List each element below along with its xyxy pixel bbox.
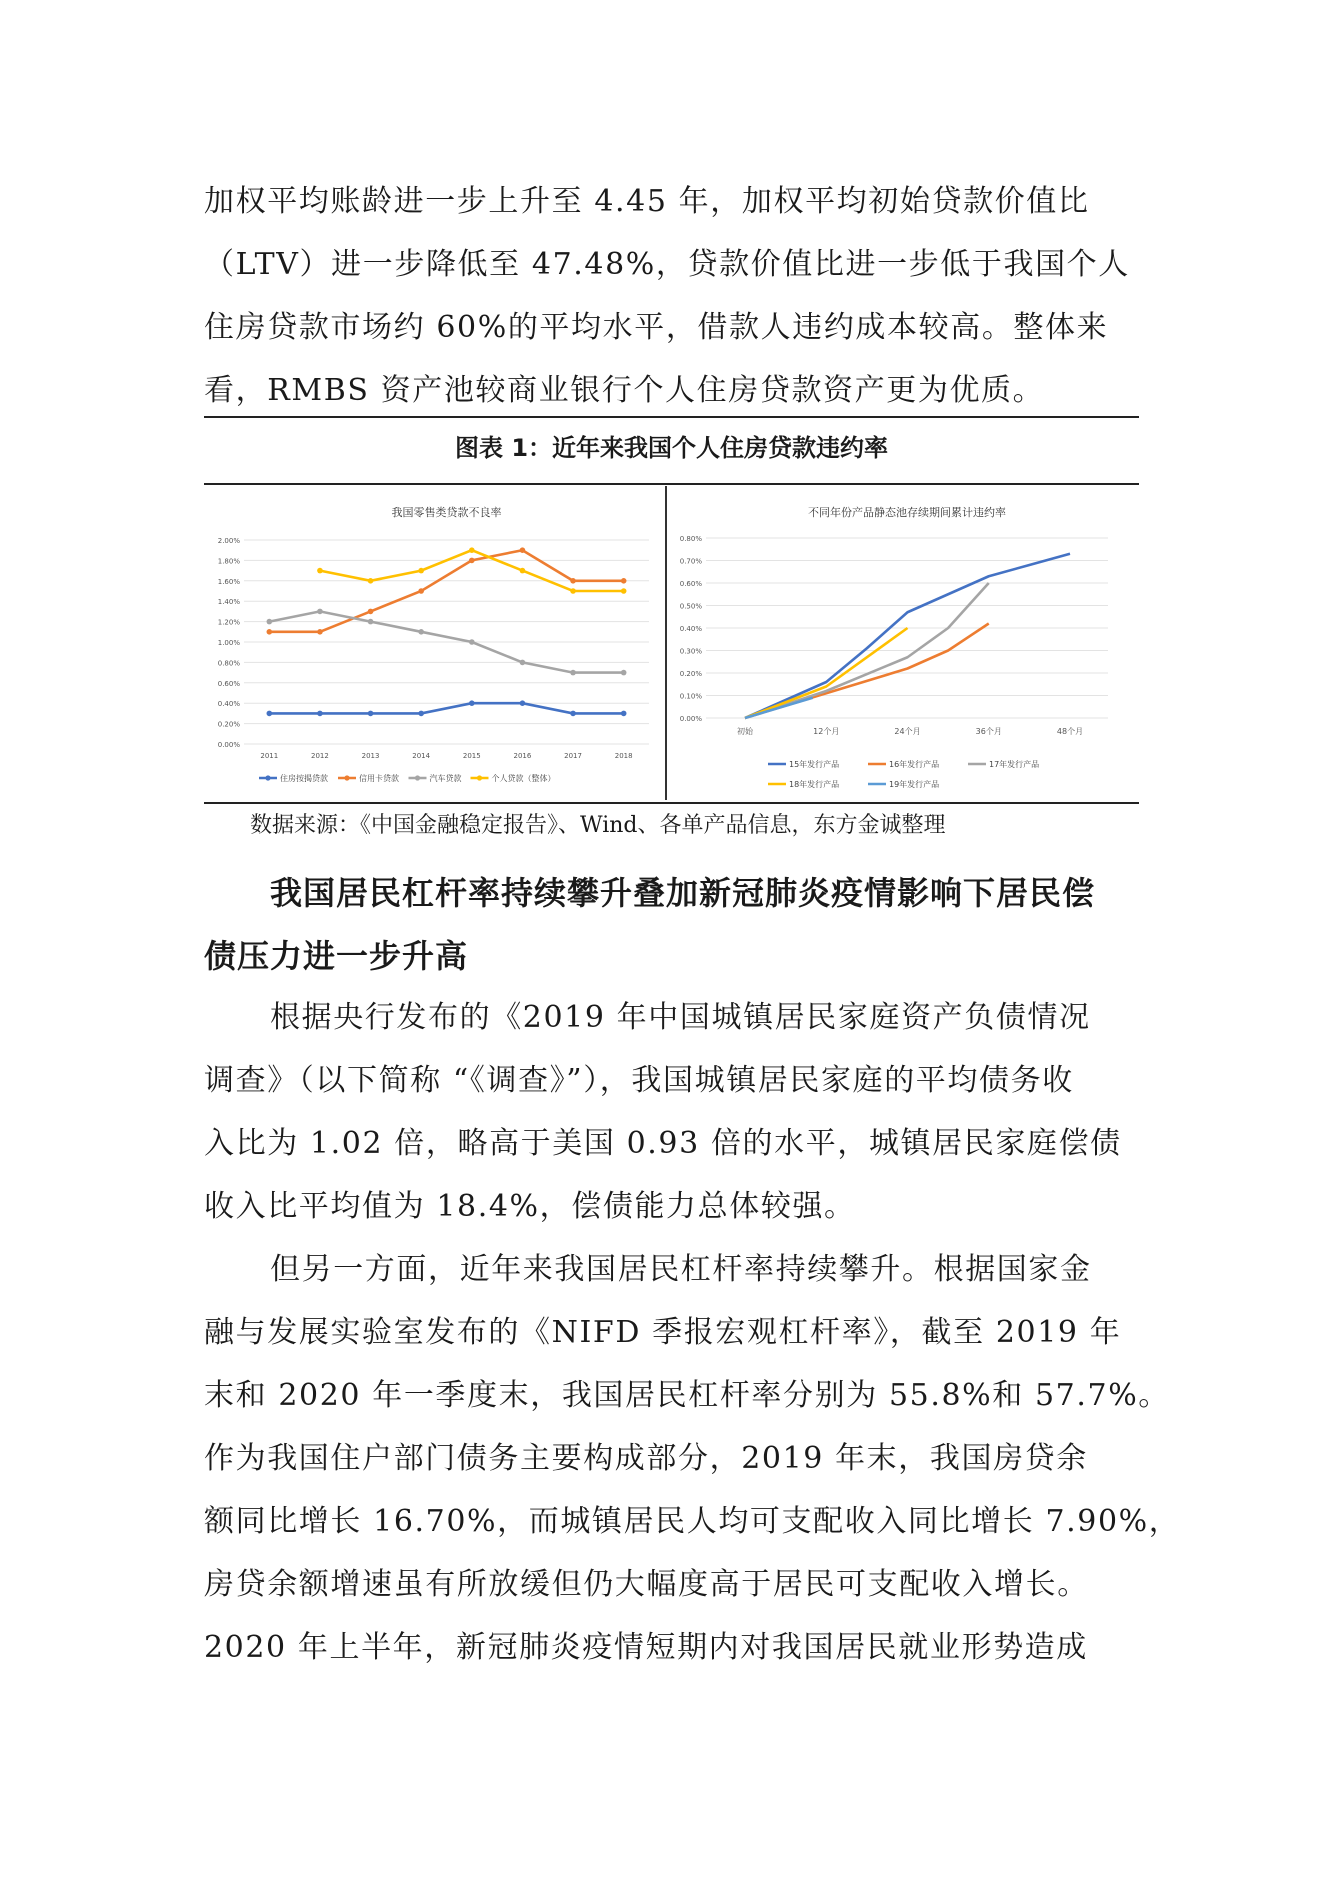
y-tick-label: 0.40% xyxy=(217,700,240,709)
legend-label: 住房按揭贷款 xyxy=(280,774,328,783)
data-point xyxy=(418,588,424,594)
legend-label: 个人贷款（整体） xyxy=(491,774,556,783)
paragraph-leverage xyxy=(204,1238,1181,1679)
data-point xyxy=(570,588,576,594)
data-point xyxy=(368,711,374,717)
text-line: 融与发展实验室发布的《NIFD 季报宏观杠杆率》，截至 2019 年 xyxy=(204,1315,1122,1350)
data-point xyxy=(368,578,374,584)
y-tick-label: 0.60% xyxy=(217,679,240,688)
paragraph-ltv xyxy=(204,170,1139,422)
data-point xyxy=(469,639,475,645)
data-point xyxy=(621,711,627,717)
series-line xyxy=(745,698,813,718)
y-tick-label: 1.80% xyxy=(217,557,240,566)
x-tick-label: 2018 xyxy=(614,752,633,760)
chart-panel-right xyxy=(668,486,1139,800)
data-point xyxy=(317,609,323,615)
x-tick-label: 2015 xyxy=(462,752,481,760)
x-tick-label: 48个月 xyxy=(1056,727,1084,736)
data-point xyxy=(469,700,475,706)
chart-title: 不同年份产品静态池存续期间累计违约率 xyxy=(808,506,1006,519)
figure-top-rule xyxy=(204,416,1139,418)
retail-loan-npl-chart xyxy=(204,486,665,800)
data-point xyxy=(317,629,323,635)
legend-marker xyxy=(265,775,270,780)
data-point xyxy=(621,588,627,594)
text-line: 作为我国住户部门债务主要构成部分，2019 年末，我国房贷余 xyxy=(204,1441,1088,1476)
data-point xyxy=(520,700,526,706)
text-line: 2020 年上半年，新冠肺炎疫情短期内对我国居民就业形势造成 xyxy=(204,1630,1088,1665)
y-tick-label: 2.00% xyxy=(217,537,240,545)
data-point xyxy=(520,660,526,666)
data-point xyxy=(469,547,475,553)
legend-label: 信用卡贷款 xyxy=(359,774,399,783)
x-tick-label: 2016 xyxy=(513,752,532,760)
data-point xyxy=(520,547,526,553)
y-tick-label: 0.30% xyxy=(679,647,702,656)
data-point xyxy=(418,568,424,574)
y-tick-label: 0.70% xyxy=(679,557,702,566)
text-line: 但另一方面，近年来我国居民杠杆率持续攀升。根据国家金 xyxy=(270,1252,1092,1287)
text-line: 住房贷款市场约 60%的平均水平，借款人违约成本较高。整体来 xyxy=(204,310,1109,345)
x-tick-label: 2014 xyxy=(412,752,431,760)
series-line xyxy=(745,554,1070,718)
text-line: 调查》（以下简称 “《调查》”），我国城镇居民家庭的平均债务收 xyxy=(204,1063,1074,1098)
legend-marker xyxy=(344,775,349,780)
data-point xyxy=(520,568,526,574)
figure-caption-rule xyxy=(204,483,1139,485)
data-point xyxy=(469,558,475,564)
x-tick-label: 12个月 xyxy=(813,727,840,736)
figure-caption: 图表 1：近年来我国个人住房贷款违约率 xyxy=(454,434,889,462)
y-tick-label: 0.20% xyxy=(679,670,702,678)
y-tick-label: 0.40% xyxy=(679,625,702,633)
heading-line: 债压力进一步升高 xyxy=(204,937,469,975)
text-line: （LTV）进一步降低至 47.48%，贷款价值比进一步低于我国个人 xyxy=(204,247,1130,282)
chart-panel-left xyxy=(204,486,667,800)
y-tick-label: 0.20% xyxy=(217,720,240,729)
text-line: 看，RMBS 资产池较商业银行个人住房贷款资产更为优质。 xyxy=(204,373,1045,408)
legend-label: 汽车贷款 xyxy=(429,774,462,783)
text-line: 房贷余额增速虽有所放缓但仍大幅度高于居民可支配收入增长。 xyxy=(204,1567,1089,1602)
x-tick-label: 2011 xyxy=(260,752,279,760)
data-point xyxy=(267,619,273,625)
text-line: 加权平均账龄进一步上升至 4.45 年，加权平均初始贷款价值比 xyxy=(204,184,1090,219)
y-tick-label: 1.20% xyxy=(217,618,240,627)
x-tick-label: 初始 xyxy=(737,727,753,736)
legend-label: 16年发行产品 xyxy=(889,760,940,769)
text-line: 入比为 1.02 倍，略高于美国 0.93 倍的水平，城镇居民家庭偿债 xyxy=(204,1126,1122,1161)
series-line xyxy=(269,703,623,713)
text-line: 收入比平均值为 18.4%，偿债能力总体较强。 xyxy=(204,1189,856,1224)
data-point xyxy=(267,629,273,635)
x-tick-label: 2013 xyxy=(361,752,380,760)
y-tick-label: 0.10% xyxy=(679,692,702,701)
legend-label: 18年发行产品 xyxy=(789,780,840,789)
data-point xyxy=(621,670,627,676)
data-point xyxy=(317,568,323,574)
static-pool-default-chart xyxy=(668,486,1139,800)
y-tick-label: 0.80% xyxy=(679,535,702,543)
data-point xyxy=(570,711,576,717)
x-tick-label: 24个月 xyxy=(894,727,921,736)
paragraph-debt-ratio xyxy=(204,986,1139,1238)
text-line: 根据央行发布的《2019 年中国城镇居民家庭资产负债情况 xyxy=(270,1000,1091,1035)
text-line: 额同比增长 16.70%，而城镇居民人均可支配收入同比增长 7.90%， xyxy=(204,1504,1181,1539)
legend-marker xyxy=(415,775,420,780)
series-line xyxy=(320,550,624,591)
heading-line: 我国居民杠杆率持续攀升叠加新冠肺炎疫情影响下居民偿 xyxy=(270,874,1096,912)
data-point xyxy=(368,609,374,615)
text-line: 末和 2020 年一季度末，我国居民杠杆率分别为 55.8%和 57.7%。 xyxy=(204,1378,1170,1413)
data-point xyxy=(418,629,424,635)
y-tick-label: 0.80% xyxy=(217,659,240,668)
data-point xyxy=(570,578,576,584)
figure-source: 数据来源：《中国金融稳定报告》、Wind、各单产品信息，东方金诚整理 xyxy=(250,813,946,838)
x-tick-label: 36个月 xyxy=(975,727,1002,736)
x-tick-label: 2012 xyxy=(311,752,329,760)
y-tick-label: 0.00% xyxy=(217,741,240,749)
legend-label: 17年发行产品 xyxy=(989,760,1040,769)
legend-marker xyxy=(477,775,482,780)
section-heading xyxy=(204,868,1139,994)
figure-bottom-rule xyxy=(204,802,1139,804)
legend-label: 15年发行产品 xyxy=(789,760,840,769)
data-point xyxy=(317,711,323,717)
data-point xyxy=(267,711,273,717)
y-tick-label: 0.00% xyxy=(679,715,702,723)
y-tick-label: 0.60% xyxy=(679,580,702,588)
y-tick-label: 0.50% xyxy=(679,602,702,611)
data-point xyxy=(418,711,424,717)
data-point xyxy=(621,578,627,584)
data-point xyxy=(368,619,374,625)
legend-label: 19年发行产品 xyxy=(889,780,940,789)
y-tick-label: 1.00% xyxy=(217,639,240,647)
y-tick-label: 1.40% xyxy=(217,598,240,607)
chart-title: 我国零售类贷款不良率 xyxy=(391,506,502,519)
x-tick-label: 2017 xyxy=(564,752,582,760)
y-tick-label: 1.60% xyxy=(217,577,240,586)
data-point xyxy=(570,670,576,676)
